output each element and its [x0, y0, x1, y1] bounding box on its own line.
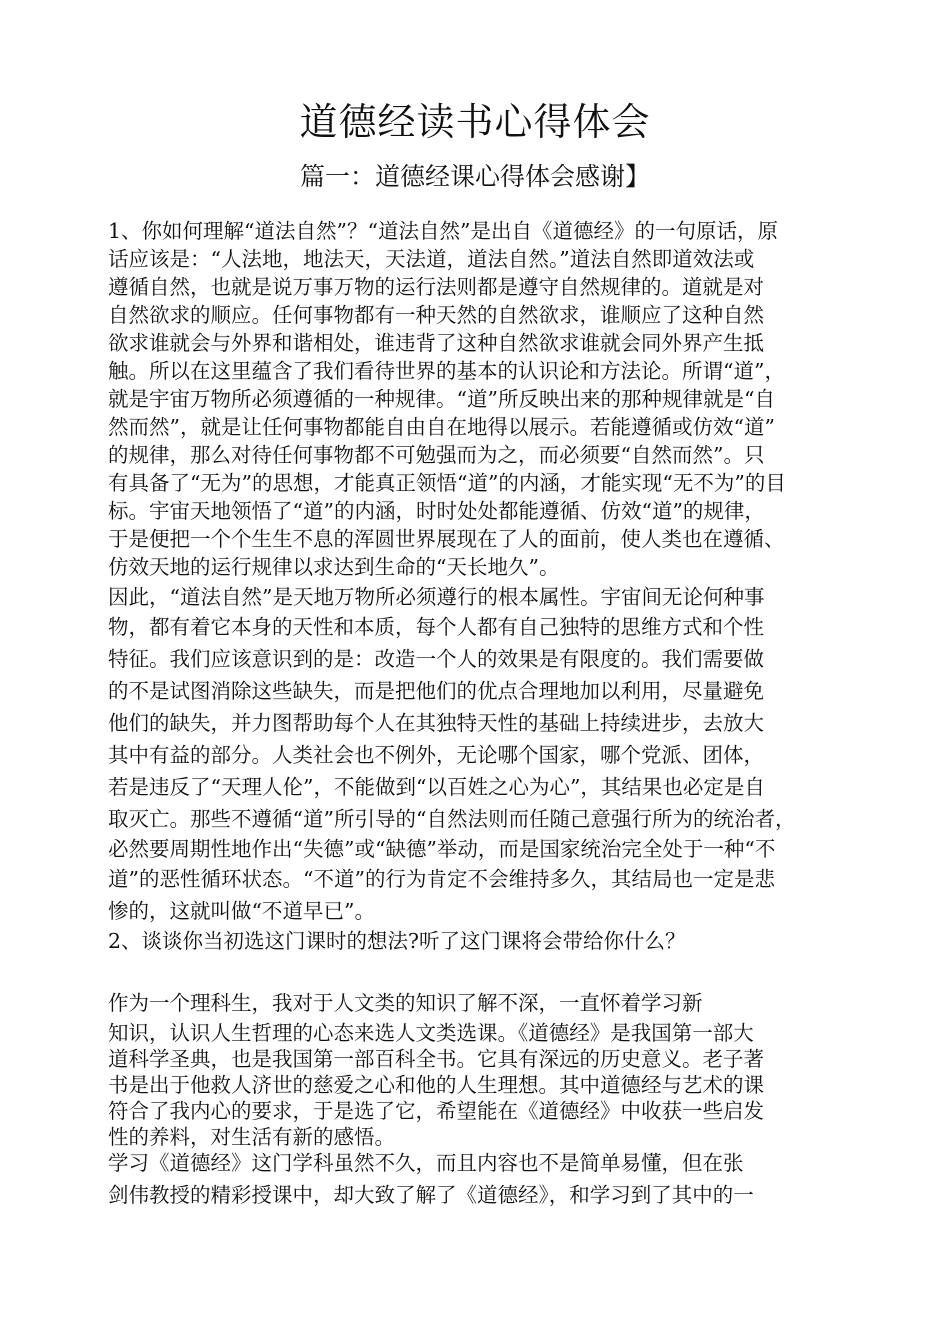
body-line: 剑伟教授的精彩授课中，却大致了解了《道德经》，和学习到了其中的一: [108, 1183, 754, 1207]
body-line: 因此，“道法自然”是天地万物所必须遵行的根本属性。宇宙间无论何种事: [108, 585, 765, 609]
body-line: 学习《道德经》这门学科虽然不久，而且内容也不是简单易懂，但在张: [108, 1151, 744, 1175]
body-line: 自然欲求的顺应。任何事物都有一种天然的自然欲求，谁顺应了这种自然: [108, 303, 764, 327]
body-line: 取灭亡。那些不遵循“道”所引导的“自然法则而任随己意强行所为的统治者，: [108, 807, 796, 831]
body-line: 有具备了“无为”的思想，才能真正领悟“道”的内涵，才能实现“无不为”的目: [108, 471, 786, 495]
body-line: 标。宇宙天地领悟了“道”的内涵，时时处处都能遵循、仿效“道”的规律，: [108, 499, 765, 523]
body-line: 必然要周期性地作出“失德”或“缺德”举动，而是国家统治完全处于一种“不: [108, 837, 776, 861]
body-line: 的规律，那么对待任何事物都不可勉强而为之，而必须要“自然而然”。只: [108, 443, 765, 467]
body-line: 然而然”，就是让任何事物都能自由自在地得以展示。若能遵循或仿效“道”: [108, 415, 775, 439]
body-line: 于是便把一个个生生不息的浑圆世界展现在了人的面前，使人类也在遵循、: [108, 527, 785, 551]
body-line: 书是出于他救人济世的慈爱之心和他的人生理想。其中道德经与艺术的课: [108, 1073, 764, 1097]
body-line: 性的养料，对生活有新的感悟。: [108, 1125, 395, 1149]
body-line: 惨的，这就叫做“不道早已”。: [108, 899, 375, 923]
body-line: 1、你如何理解“道法自然”？“道法自然”是出自《道德经》的一句原话，原: [108, 219, 778, 243]
body-line: 道”的恶性循环状态。“不道”的行为肯定不会维持多久，其结局也一定是悲: [108, 867, 775, 891]
body-line: 话应该是：“人法地，地法天，天法道，道法自然。”道法自然即道效法或: [108, 247, 755, 271]
body-line: 特征。我们应该意识到的是：改造一个人的效果是有限度的。我们需要做: [108, 647, 764, 671]
body-line: 的不是试图消除这些缺失，而是把他们的优点合理地加以利用，尽量避免: [108, 679, 764, 703]
body-line: 就是宇宙万物所必须遵循的一种规律。“道”所反映出来的那种规律就是“自: [108, 387, 775, 411]
body-line: 触。所以在这里蕴含了我们看待世界的基本的认识论和方法论。所谓“道”，: [108, 359, 785, 383]
body-line: 若是违反了“天理人伦”，不能做到“以百姓之心为心”，其结果也必定是自: [108, 775, 765, 799]
body-line: 2、谈谈你当初选这门课时的想法?听了这门课将会带给你什么？: [108, 929, 686, 953]
body-line: 符合了我内心的要求，于是选了它，希望能在《道德经》中收获一些启发: [108, 1099, 764, 1123]
body-line: 作为一个理科生，我对于人文类的知识了解不深，一直怀着学习新: [108, 991, 703, 1015]
body-line: 物，都有着它本身的天性和本质，每个人都有自己独特的思维方式和个性: [108, 615, 764, 639]
body-line: 他们的缺失，并力图帮助每个人在其独特天性的基础上持续进步，去放大: [108, 711, 764, 735]
document-title: 道德经读书心得体会: [299, 100, 651, 144]
body-line: 欲求谁就会与外界和谐相处，谁违背了这种自然欲求谁就会同外界产生抵: [108, 331, 764, 355]
body-line: 遵循自然，也就是说万事万物的运行法则都是遵守自然规律的。道就是对: [108, 275, 764, 299]
body-line: 仿效天地的运行规律以求达到生命的“天长地久”。: [108, 555, 560, 579]
body-line: 道科学圣典，也是我国第一部百科全书。它具有深远的历史意义。老子著: [108, 1047, 764, 1071]
body-line: 知识，认识人生哲理的心态来选人文类选课。《道德经》是我国第一部大: [108, 1021, 754, 1045]
document-subtitle: 篇一：道德经课心得体会感谢】: [299, 162, 650, 191]
body-line: 其中有益的部分。人类社会也不例外，无论哪个国家，哪个党派、团体，: [108, 743, 764, 767]
